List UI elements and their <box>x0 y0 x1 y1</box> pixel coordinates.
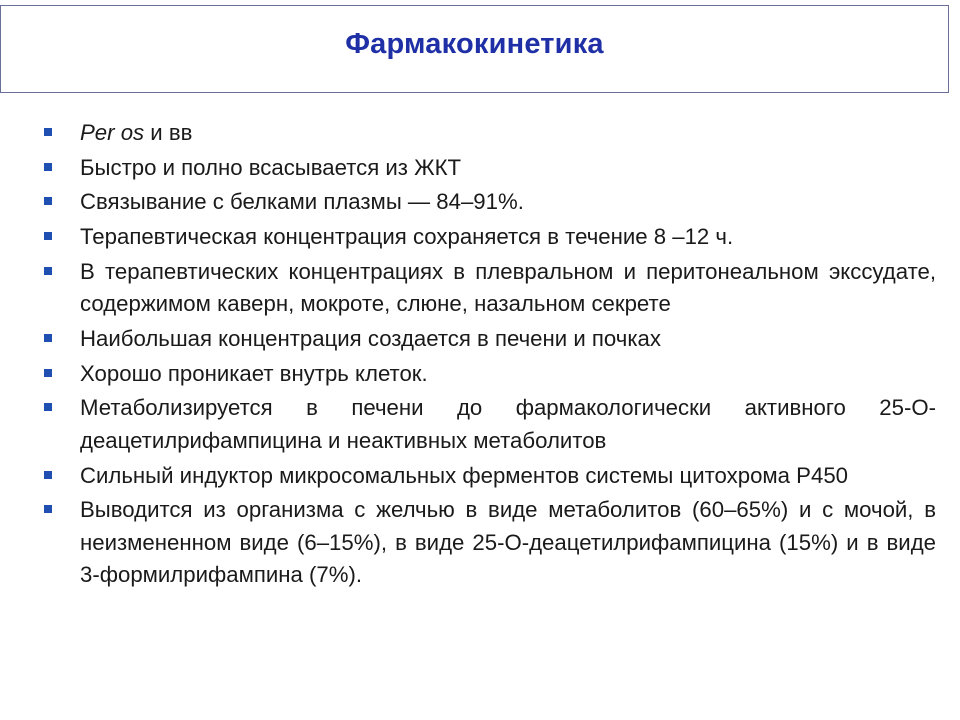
square-bullet-icon <box>44 267 52 275</box>
bullet-text: Быстро и полно всасывается из ЖКТ <box>80 154 462 180</box>
bullet-item <box>44 358 936 391</box>
square-bullet-icon <box>44 471 52 479</box>
bullet-text: Хорошо проникает внутрь клеток. <box>80 360 428 386</box>
bullet-text: Метаболизируется в печени до фармакологически активного 25-О-деацетилрифампицина и неактивных метаболитов <box>80 395 936 453</box>
bullet-text: Выводится из организма с желчью в виде метаболитов (60–65%) и с мочой, в неизмененном виде (6–15%), в виде 25-О-деацетилрифампицина (15%) и в виде 3-формилрифампина (7%). <box>80 497 936 588</box>
bullet-text: Наибольшая концентрация создается в печени и почках <box>80 325 661 351</box>
square-bullet-icon <box>44 128 52 136</box>
bullet-item <box>44 460 936 493</box>
bullet-text-italic: Per os <box>80 120 145 145</box>
bullet-text: Связывание с белками плазмы — 84–91%. <box>80 189 524 215</box>
square-bullet-icon <box>44 197 52 205</box>
bullet-item <box>44 221 936 254</box>
square-bullet-icon <box>44 232 52 240</box>
bullet-item <box>44 256 936 321</box>
slide-title: Фармакокинетика <box>345 28 604 60</box>
bullet-item <box>44 494 936 592</box>
title-box <box>0 5 949 93</box>
square-bullet-icon <box>44 505 52 513</box>
bullet-text: В терапевтических концентрациях в плевральном и перитонеальном экссудате, содержимом каверн, мокроте, слюне, назальном секрете <box>80 258 936 317</box>
square-bullet-icon <box>44 163 52 171</box>
bullet-item <box>44 117 936 150</box>
bullet-text: Сильный индуктор микросомальных ферментов системы цитохрома Р450 <box>80 462 848 488</box>
bullet-item <box>44 323 936 356</box>
square-bullet-icon <box>44 403 52 411</box>
bullet-text: и вв <box>144 120 193 145</box>
square-bullet-icon <box>44 334 52 342</box>
bullet-item <box>44 152 936 185</box>
bullet-text: Терапевтическая концентрация сохраняется в течение 8 –12 ч. <box>80 224 734 250</box>
square-bullet-icon <box>44 369 52 377</box>
bullet-item <box>44 186 936 219</box>
bullet-item <box>44 392 936 457</box>
bullet-list <box>44 117 936 594</box>
